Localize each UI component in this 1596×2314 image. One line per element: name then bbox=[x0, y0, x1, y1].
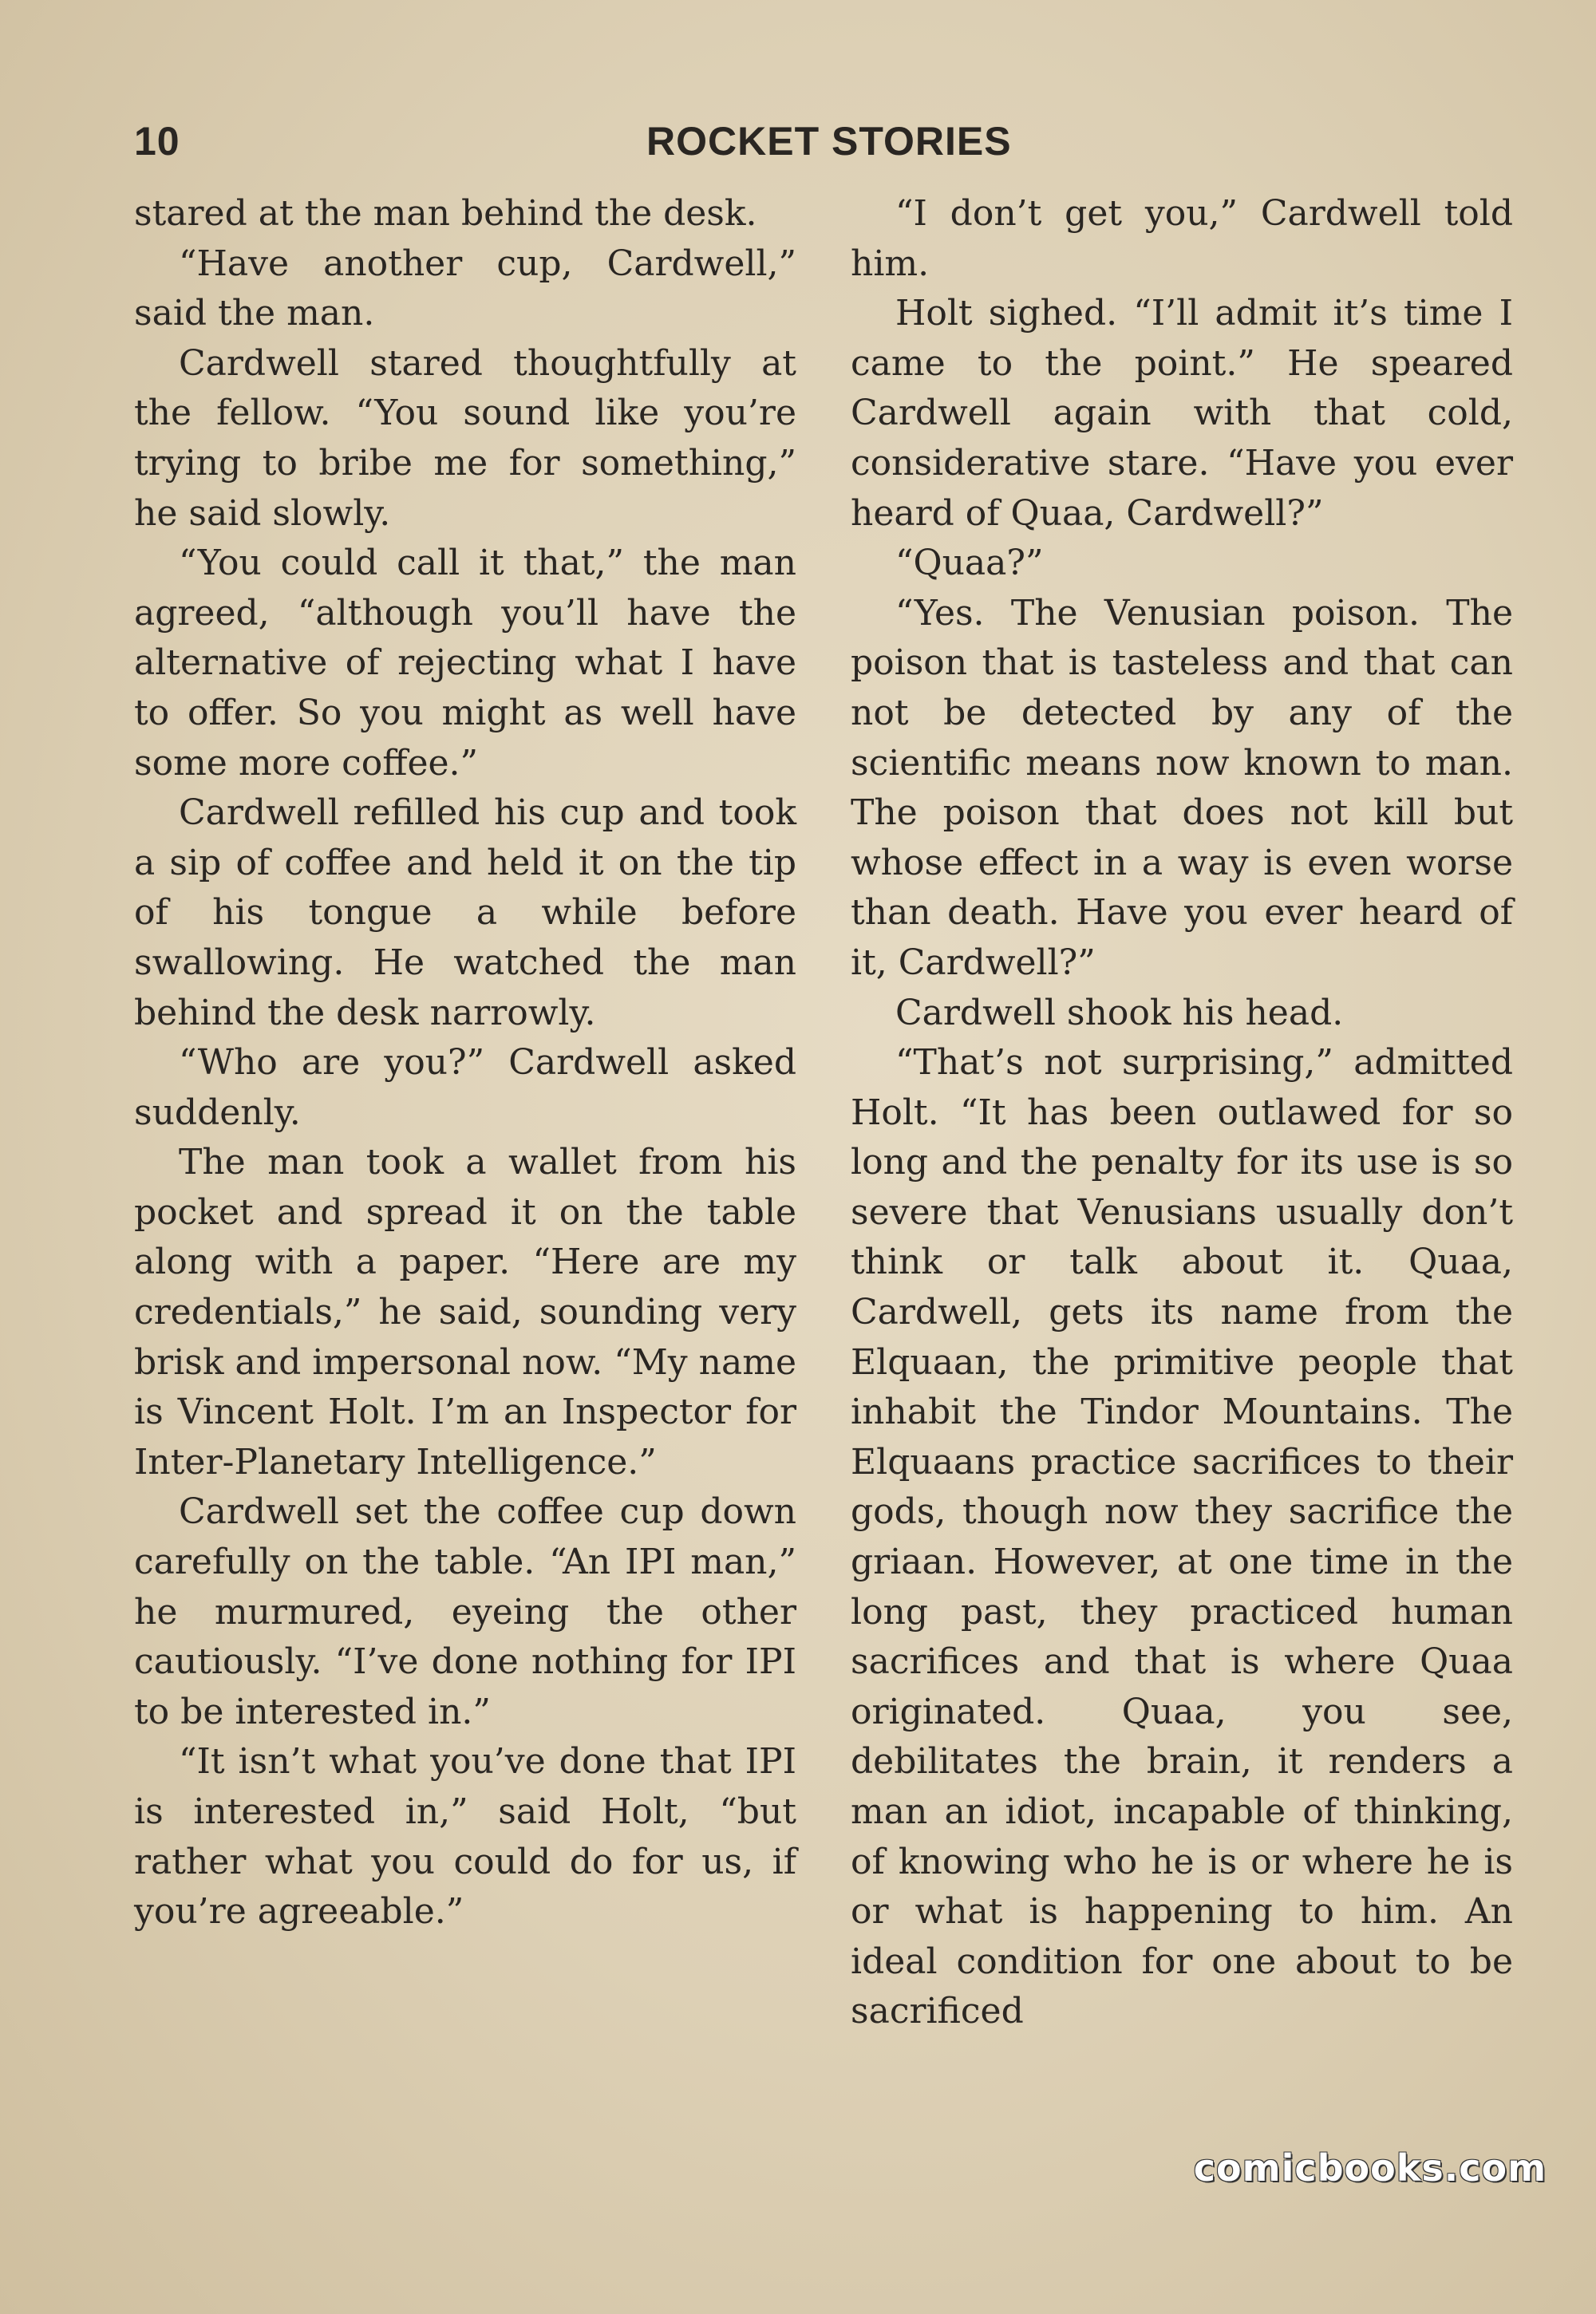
paragraph: “It isn’t what you’ve done that IPI is interested in,” said Holt, “but rather what you could do for us, if you’re agreeable.” bbox=[134, 1741, 796, 1933]
paragraph: “Have another cup, Cardwell,” said the man. bbox=[134, 243, 796, 334]
page-number: 10 bbox=[134, 119, 180, 164]
paragraph: Holt sighed. “I’ll admit it’s time I came to the point.” He speared Cardwell again with that cold, considerative stare. “Have you ever heard of Quaa, Cardwell?” bbox=[851, 293, 1513, 534]
running-title: ROCKET STORIES bbox=[646, 119, 1012, 164]
paragraph: stared at the man behind the desk. bbox=[134, 193, 757, 234]
page-header bbox=[134, 118, 1518, 166]
paragraph: “That’s not surprising,” admitted Holt. “It has been outlawed for so long and the penalty for its use is so severe that Venusians usually don’t think or talk about it. Quaa, Cardwell, gets its name from the Elquaan, the primitive people that inhabit the Tindor Mountains. The Elquaans practice sacrifices to their gods, though now they sacrifice the griaan. However, at one time in the long past, they practiced human sacrifices and that is where Quaa originated. Quaa, you see, debilitates the brain, it renders a man an idiot, incapable of thinking, of knowing who he is or where he is or what is happening to him. An ideal condition for one about to be sacrificed bbox=[851, 1042, 1513, 2032]
watermark: comicbooks.com bbox=[1193, 2146, 1547, 2190]
paragraph: “Quaa?” bbox=[895, 543, 1044, 584]
paragraph: “Yes. The Venusian poison. The poison that is tasteless and that can not be detected by any of the scientific means now known to man. The poison that does not kill but whose effect in a way is even worse than death. Have you ever heard of it, Cardwell?” bbox=[851, 592, 1513, 983]
text-column-right bbox=[851, 189, 1513, 2037]
paragraph: “You could call it that,” the man agreed, “although you’ll have the alternative of rejecting what I have to offer. So you might as well have some more coffee.” bbox=[134, 543, 796, 784]
paragraph: Cardwell refilled his cup and took a sip of coffee and held it on the tip of his tongue a while before swallowing. He watched the man behind the desk narrowly. bbox=[134, 792, 796, 1033]
text-column-left bbox=[134, 189, 796, 1937]
paragraph: Cardwell shook his head. bbox=[895, 992, 1344, 1033]
paragraph: Cardwell set the coffee cup down carefully on the table. “An IPI man,” he murmured, eyeing the other cautiously. “I’ve done nothing for IPI to be interested in.” bbox=[134, 1491, 796, 1732]
paragraph: The man took a wallet from his pocket and spread it on the table along with a paper. “Here are my credentials,” he said, sounding very brisk and impersonal now. “My name is Vincent Holt. I’m an Inspector for Inter-Planetary Intelligence.” bbox=[134, 1142, 796, 1483]
paragraph: “Who are you?” Cardwell asked suddenly. bbox=[134, 1042, 796, 1133]
paragraph: “I don’t get you,” Cardwell told him. bbox=[851, 193, 1513, 284]
paragraph: Cardwell stared thoughtfully at the fellow. “You sound like you’re trying to bribe me for something,” he said slowly. bbox=[134, 342, 796, 534]
